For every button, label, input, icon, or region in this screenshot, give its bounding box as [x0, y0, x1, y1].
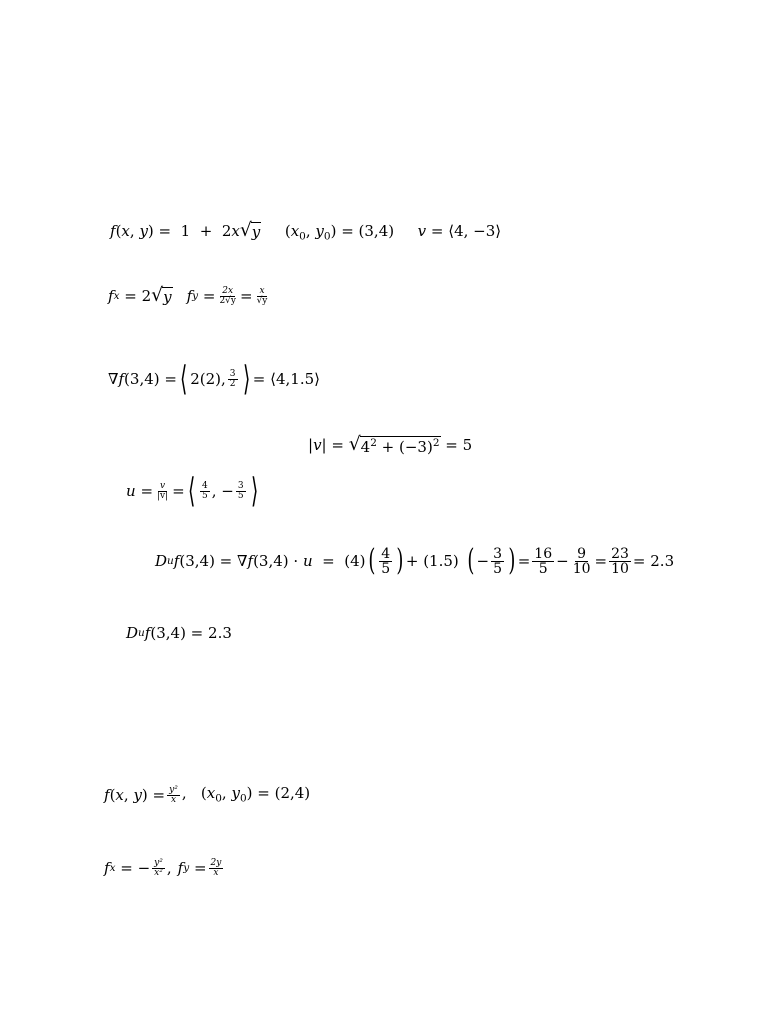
- fraction-3-over-5: $\frac{3}{5}$: [237, 480, 244, 501]
- fraction-4-over-5: $\frac{4}{5}$: [202, 480, 208, 501]
- sqrt-y: √ y: [239, 220, 261, 241]
- equation-partial-derivatives: f x = 2 √ y f y = $\frac{2x}{2√y}$ = $\frac{x}{√y}$: [108, 285, 268, 306]
- fraction-16-over-5: $\frac{16}{5}$: [534, 545, 553, 577]
- equation-directional-derivative-result: D u f(3,4) = 2.3: [126, 624, 232, 642]
- sqrt-sum-of-squares: √ $4^2 + (-3)^2$: [348, 434, 440, 456]
- fraction-x-over-sqrty: $\frac{x}{√y}$: [256, 286, 268, 306]
- equation-vector-magnitude: |v| = √ $4^2 + (-3)^2$ = 5: [308, 434, 473, 456]
- fraction-4-over-5-a: $\frac{4}{5}$: [381, 545, 391, 577]
- equation-unit-vector: u = $\frac{v}{|v|}$ = ⟨ $\frac{4}{5}$ , − $\frac{3}{5}$ ⟩: [126, 471, 258, 511]
- fraction-23-over-10: $\frac{23}{10}$: [611, 545, 629, 577]
- fraction-3-over-5-b: $\frac{3}{5}$: [493, 545, 502, 577]
- equation-second-function: f(x, y) = $\frac{\text{y²}}{x}$ , ($x_0$, $y_0) = (2,4)$: [104, 784, 311, 806]
- equation-directional-derivative-computation: D u f(3,4) = ∇f(3,4) · u = (4) ( $\frac{4}{5}$ ) + (1.5) ( − $\frac{3}{5}$ ) = $\frac{16}{5}$ − $\frac{9}{10}$ = $\frac{23}{10}$ = 2.3: [155, 543, 675, 578]
- fraction-2y-over-x: $\frac{2y}{x}$: [210, 858, 222, 878]
- equation-second-partials: f x = − $\frac{\text{y²}}{\text{x²}}$ , f y = $\frac{2y}{x}$: [104, 858, 222, 878]
- initial-point: ($x_0$, $y_0) = (3,4)$: [284, 222, 395, 243]
- fraction-v-over-norm-v: $\frac{v}{|v|}$: [157, 480, 169, 501]
- equation-gradient: ∇f(3,4) = ⟨ 2(2), $\frac{3}{2}$ ⟩ = ⟨4,1.5⟩: [108, 359, 320, 399]
- equation-function-definition: f ( x , y ) = 1 + 2 x √ y ($x_0$, $y_0) = (3,4)$ v = ⟨4, −3⟩: [110, 220, 502, 243]
- fraction-3-over-2: $\frac{3}{2}$: [229, 368, 236, 389]
- fraction-9-over-10: $\frac{9}{10}$: [572, 545, 591, 577]
- fraction-2x-over-2sqrty: $\frac{2x}{2√y}$: [219, 286, 236, 306]
- direction-vector: v = ⟨4, −3⟩: [417, 222, 502, 240]
- fraction-y2-over-x: $\frac{\text{y²}}{x}$: [169, 785, 178, 805]
- fraction-y2-over-x2: $\frac{\text{y²}}{\text{x²}}$: [154, 858, 163, 878]
